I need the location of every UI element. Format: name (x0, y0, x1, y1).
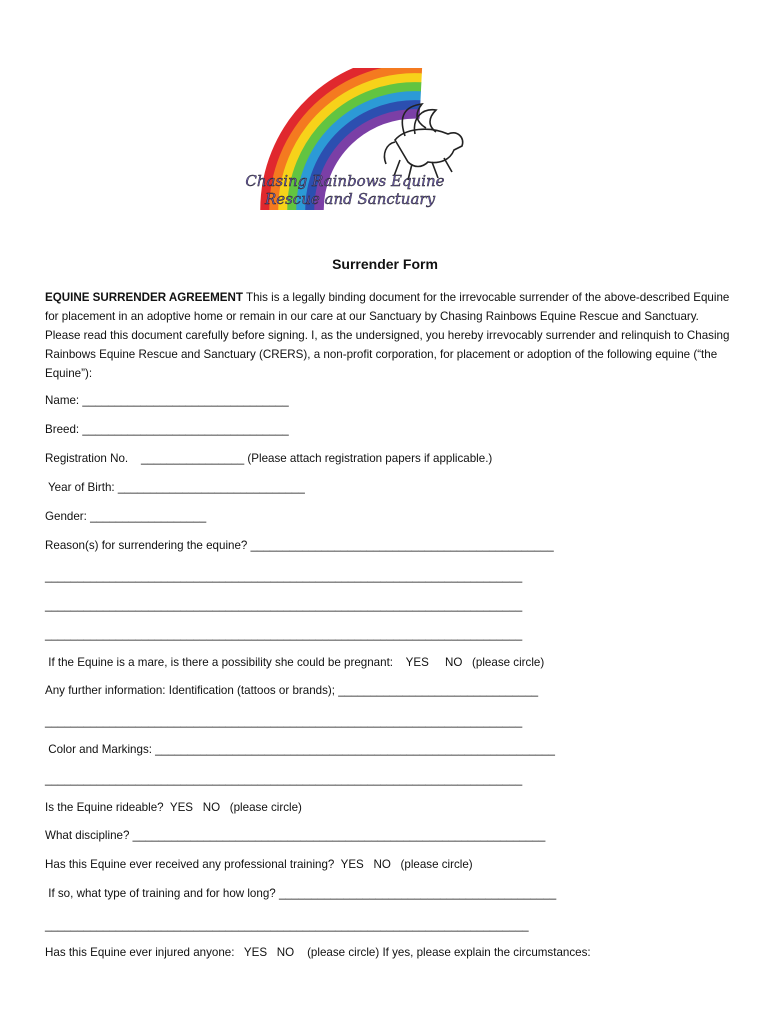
form-field-line: __________________________________________________________________________ (45, 599, 523, 612)
form-field-line: Gender: __________________ (45, 510, 207, 523)
form-field-line: Year of Birth: _____________________________ (45, 481, 305, 494)
form-field-line: __________________________________________________________________________ (45, 628, 523, 641)
rescue-logo (200, 68, 490, 218)
form-field-line: Breed: ________________________________ (45, 423, 289, 436)
page-title: Surrender Form (332, 256, 438, 272)
form-field-line: Has this Equine ever received any professional training? YES NO (please circle) (45, 858, 473, 871)
form-field-line: __________________________________________________________________________ (45, 773, 523, 786)
form-field-line: Any further information: Identification (tattoos or brands); _______________________________ (45, 684, 539, 697)
agreement-paragraph (45, 288, 735, 383)
form-field-line: What discipline? ________________________________________________________________ (45, 829, 546, 842)
form-field-line: Has this Equine ever injured anyone: YES NO (please circle) If yes, please explain the circumstances: (45, 946, 591, 959)
form-field-line: If so, what type of training and for how long? ___________________________________________ (45, 887, 557, 900)
form-field-line: Color and Markings: ______________________________________________________________ (45, 743, 555, 756)
form-field-line: __________________________________________________________________________ (45, 715, 523, 728)
agreement-body: This is a legally binding document for the irrevocable surrender of the above-described Equine for placement in an adoptive home or remain in our care at our Sanctuary by Chasing Rainbows Equine Rescue and Sanctuary. Please read this document carefully before signing. I, as the undersigned, you hereby irrevocably surrender and relinquish to Chasing Rainbows Equine Rescue and Sanctuary (CRERS), a non-profit corporation, for placement or adoption of the following equine (“the Equine”): (45, 291, 730, 380)
form-field-line: Reason(s) for surrendering the equine? _______________________________________________ (45, 539, 554, 552)
agreement-heading: EQUINE SURRENDER AGREEMENT (45, 291, 243, 304)
form-field-line: ___________________________________________________________________________ (45, 919, 529, 932)
form-field-line: Is the Equine rideable? YES NO (please circle) (45, 801, 302, 814)
form-field-line: Name: ________________________________ (45, 394, 289, 407)
form-field-line: If the Equine is a mare, is there a possibility she could be pregnant: YES NO (please circle) (45, 656, 545, 669)
logo-line1: Chasing Rainbows Equine (245, 172, 445, 190)
form-field-line: Registration No. ________________ (Please attach registration papers if applicable.) (45, 452, 493, 465)
logo-line2: Rescue and Sanctuary (264, 190, 436, 208)
form-field-line: __________________________________________________________________________ (45, 570, 523, 583)
